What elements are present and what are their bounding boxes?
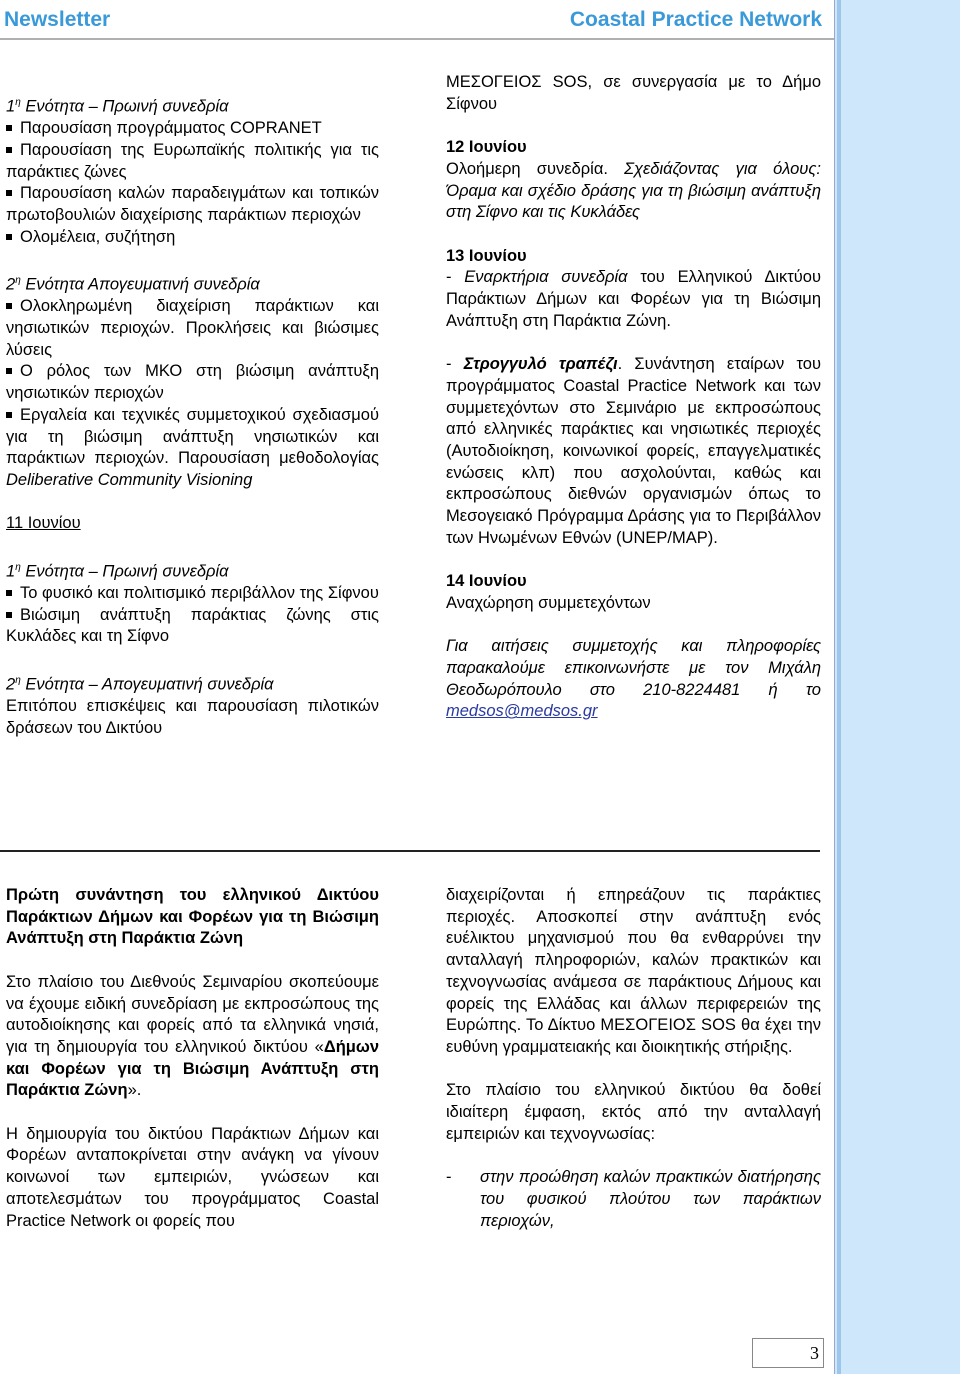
header-right-title: Coastal Practice Network — [569, 8, 822, 31]
list-item: Εργαλεία και τεχνικές συμμετοχικού σχεδιασμού για τη βιώσιμη ανάπτυξη νησιωτικών και παράκτιων περιοχών. Παρουσίαση μεθοδολογίας Deliberative Community Visioning — [6, 405, 379, 489]
intro-text: ΜΕΣΟΓΕΙΟΣ SOS, σε συνεργασία με το Δήμο Σίφνου — [446, 73, 821, 113]
side-band-stripe — [837, 0, 841, 1374]
bottom-left-column — [6, 885, 379, 1232]
list-item: Παρουσίαση καλών παραδειγμάτων και τοπικών πρωτοβουλιών διαχείρισης παράκτιων περιοχών — [6, 184, 379, 225]
article-paragraph-1: Στο πλαίσιο του Διεθνούς Σεμιναρίου σκοπεύουμε να έχουμε ειδική συνεδρίαση με εκπροσώπους της αυτοδιοίκησης και φορείς από τα ελληνικά νησιά, για τη δημιουργία του ελληνικού δικτύου «Δήμων και Φορέων για τη Βιώσιμη Ανάπτυξη στη Παράκτια Ζώνη». — [6, 972, 379, 1100]
session-4-text: Επιτόπου επισκέψεις και παρουσίαση πιλοτικών δράσεων του Δικτύου — [6, 696, 379, 737]
date-13-item-1: - Εναρκτήρια συνεδρία του Ελληνικού Δικτύου Παράκτιων Δήμων και Φορέων για τη Βιώσιμη Ανάπτυξη στη Παράκτια Ζώνη. — [446, 268, 821, 330]
date-14-text: Αναχώρηση συμμετεχόντων — [446, 593, 651, 612]
list-item: Ο ρόλος των ΜΚΟ στη βιώσιμη ανάπτυξη νησιωτικών περιοχών — [6, 362, 379, 403]
date-13-june: 13 Ιουνίου — [446, 246, 527, 265]
list-item: Το φυσικό και πολιτισμικό περιβάλλον της Σίφνου — [6, 583, 379, 605]
date-11-june: 11 Ιουνίου — [6, 514, 81, 533]
newsletter-header — [0, 0, 834, 40]
article-heading: Πρώτη συνάντηση του ελληνικού Δικτύου Παράκτιων Δήμων και Φορέων για τη Βιώσιμη Ανάπτυξη στη Παράκτια Ζώνη — [6, 886, 379, 948]
bottom-right-column — [446, 885, 821, 1232]
header-left-title: Newsletter — [4, 8, 111, 31]
page-number: 3 — [810, 1343, 819, 1363]
section-divider — [0, 850, 820, 852]
header-divider — [0, 38, 834, 40]
date-14-june: 14 Ιουνίου — [446, 572, 527, 591]
email-link[interactable]: medsos@medsos.gr — [446, 702, 598, 721]
date-12-june: 12 Ιουνίου — [446, 138, 527, 157]
list-item: Παρουσίαση της Ευρωπαϊκής πολιτικής για τις παράκτιες ζώνες — [6, 140, 379, 181]
list-item: Βιώσιμη ανάπτυξη παράκτιας ζώνης στις Κυκλάδες και τη Σίφνο — [6, 605, 379, 646]
session-2-title: $2^\eta$ Ενότητα Απογευματινή συνεδρία — [6, 275, 260, 294]
list-item: - στην προώθηση καλών πρακτικών διατήρησης του φυσικού πλούτου των παράκτιων περιοχών, — [446, 1168, 821, 1230]
article-paragraph-2: Η δημιουργία του δικτύου Παράκτιων Δήμων και Φορέων ανταποκρίνεται στην ανάγκη να γίνουν κοινωνοί των εμπειριών, γνώσεων και αποτελεσμάτων του προγράμματος Coastal Practice Network οι φορείς που — [6, 1124, 379, 1230]
list-item: Παρουσίαση προγράμματος COPRANET — [6, 118, 379, 140]
list-item: Ολομέλεια, συζήτηση — [6, 227, 379, 249]
date-13-item-2: - Στρογγυλό τραπέζι. Συνάντηση εταίρων του προγράμματος Coastal Practice Network και των συμμετεχόντων στο Σεμινάριο με εκπροσώπους από ελληνικές παράκτιες και νησιωτικές περιοχές (Αυτοδιοίκηση, κοινωνικοί φορείς, επαγγελματικές ενώσεις κλπ) που ασχολούνται, καθώς και εκπροσώπους διεθνών οργανισμών όπως το Μεσογειακό Πρόγραμμα Δράσης για το Περιβάλλον των Ηνωμένων Εθνών (UNEP/MAP). — [446, 355, 821, 547]
session-4-title: $2^\eta$ Ενότητα – Απογευματινή συνεδρία — [6, 674, 274, 694]
side-band — [834, 0, 960, 1374]
contact-info: Για αιτήσεις συμμετοχής και πληροφορίες παρακαλούμε επικοινωνήστε με τον Μιχάλη Θεοδωρόπουλο στο 210-8224481 ή το medsos@medsos.gr — [446, 637, 821, 721]
top-left-column — [6, 92, 379, 739]
session-1-title: $1^\eta$ Ενότητα – Πρωινή συνεδρία — [6, 97, 229, 116]
list-item: Ολοκληρωμένη διαχείριση παράκτιων και νησιωτικών περιοχών. Προκλήσεις και βιώσιμες λύσεις — [6, 297, 379, 359]
date-12-text: Ολοήμερη συνεδρία. Σχεδιάζοντας για όλους: Όραμα και σχέδιο δράσης για τη βιώσιμη ανάπτυξη στη Σίφνο και τις Κυκλάδες — [446, 159, 821, 222]
article-paragraph-4: Στο πλαίσιο του ελληνικού δικτύου θα δοθεί ιδιαίτερη έμφαση, εκτός από την ανταλλαγή εμπειριών και τεχνογνωσίας: — [446, 1081, 821, 1143]
article-paragraph-3: διαχειρίζονται ή επηρεάζουν τις παράκτιες περιοχές. Αποσκοπεί στην ανάπτυξη ενός ευέλικτου μηχανισμού που θα ενθαρρύνει την ανταλλαγή πληροφοριών, καλών πρακτικών και τεχνογνωσίας ανάμεσα σε παράκτιους Δήμους και φορείς της Ελλάδας και άλλων περιφερειών της Ευρώπης. Το Δίκτυο ΜΕΣΟΓΕΙΟΣ SOS θα έχει την ευθύνη γραμματειακής και διοικητικής στήριξης. — [446, 886, 821, 1056]
top-right-column — [446, 72, 821, 723]
session-3-title: $1^\eta$ Ενότητα – Πρωινή συνεδρία — [6, 561, 229, 581]
